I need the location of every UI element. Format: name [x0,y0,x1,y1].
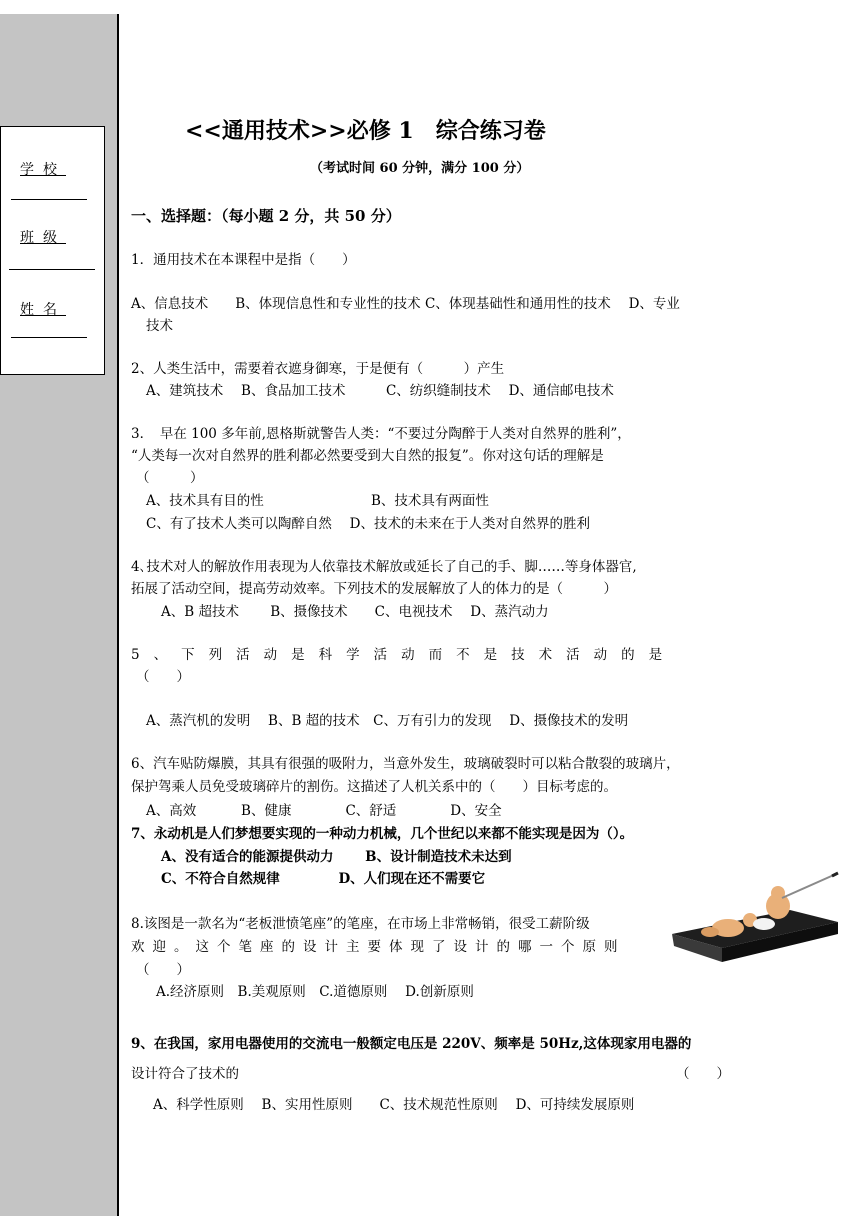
pen-tip [832,873,838,876]
section-heading: 一、选择题：（每小题 2 分，共 50 分） [131,207,401,225]
class-line [9,269,95,270]
figure-shirt [753,918,775,930]
q4-line1: 4､技术对人的解放作用表现为人依靠技术解放或延长了自己的手、脚……等身体器官, [131,559,637,575]
q9-line1: 9、在我国，家用电器使用的交流电一般额定电压是 220V、频率是 50Hz,这体现家用电器的 [131,1036,692,1052]
q8-line3: （ ） [136,962,190,978]
q3-line1: 3． 早在 100 多年前,恩格斯就警告人类：“不要过分陶醉于人类对自然界的胜利”， [131,426,631,442]
q1-options: A、信息技术 B、体现信息性和专业性的技术 C、体现基础性和通用性的技术 D、专业 [131,296,680,312]
school-label: 学校 [20,162,66,178]
exam-info: （考试时间 60 分钟，满分 100 分） [310,161,530,176]
q8-options: A.经济原则 B.美观原则 C.道德原则 D.创新原则 [156,984,474,1000]
q6-line1: 6、汽车贴防爆膜，其具有很强的吸附力，当意外发生，玻璃破裂时可以粘合散裂的玻璃片， [131,756,680,772]
q6-options: A、高效 B、健康 C、舒适 D、安全 [146,803,502,819]
q9-line2: 设计符合了技术的 [131,1066,239,1082]
page-title: <<通用技术>>必修 1 综合练习卷 [185,118,546,144]
q9-paren: （ ） [676,1066,730,1082]
q5-paren: （ ） [136,669,190,685]
q4-options: A、B 超技术 B、摄像技术 C、电视技术 D、蒸汽动力 [161,604,549,620]
q1-options-cont: 技术 [146,318,173,334]
q4-line2: 拓展了活动空间，提高劳动效率。下列技术的发展解放了人的体力的是（ ） [131,581,617,597]
school-line [11,199,87,200]
class-label: 班级 [20,230,66,246]
student-info-box [0,126,105,375]
name-line [11,337,87,338]
pen [782,874,836,898]
q7-options-cd: C、不符合自然规律 D、人们现在还不需要它 [161,871,486,887]
q3-line3: （ ） [136,470,204,486]
q8-line2: 欢迎。这个笔座的设计主要体现了设计的哪一个原则 [131,939,626,955]
q1-stem: 1．通用技术在本课程中是指（ ） [131,252,356,268]
q3-options-cd: C、有了技术人类可以陶醉自然 D、技术的未来在于人类对自然界的胜利 [146,516,590,532]
q2-options: A、建筑技术 B、食品加工技术 C、纺织缝制技术 D、通信邮电技术 [146,383,614,399]
q5-options: A、蒸汽机的发明 B、B 超的技术 C、万有引力的发现 D、摄像技术的发明 [146,713,629,729]
q8-line1: 8.该图是一款名为“老板泄愤笔座”的笔座，在市场上非常畅销，很受工薪阶级 [131,916,590,932]
figure-leg [701,927,719,937]
q6-line2: 保护驾乘人员免受玻璃碎片的割伤。这描述了人机关系中的（ ）目标考虑的。 [131,779,617,795]
q3-option-b: B、技术具有两面性 [371,493,489,509]
q3-option-a: A、技术具有目的性 [146,493,264,509]
q2-stem: 2、人类生活中，需要着衣遮身御寒，于是便有（ ）产生 [131,361,505,377]
q7-stem: 7、永动机是人们梦想要实现的一种动力机械，几个世纪以来都不能实现是因为（）。 [131,826,634,842]
q5-stem: 5、下列活动是科学活动而不是技术活动的是 [131,647,677,663]
q3-line2: “人类每一次对自然界的胜利都必然要受到大自然的报复”。你对这句话的理解是 [131,448,604,464]
name-label: 姓名 [20,302,66,318]
q7-options-ab: A、没有适合的能源提供动力 B、设计制造技术未达到 [161,849,512,865]
q9-options: A、科学性原则 B、实用性原则 C、技术规范性原则 D、可持续发展原则 [153,1097,635,1113]
pen-stand-image [670,862,840,982]
